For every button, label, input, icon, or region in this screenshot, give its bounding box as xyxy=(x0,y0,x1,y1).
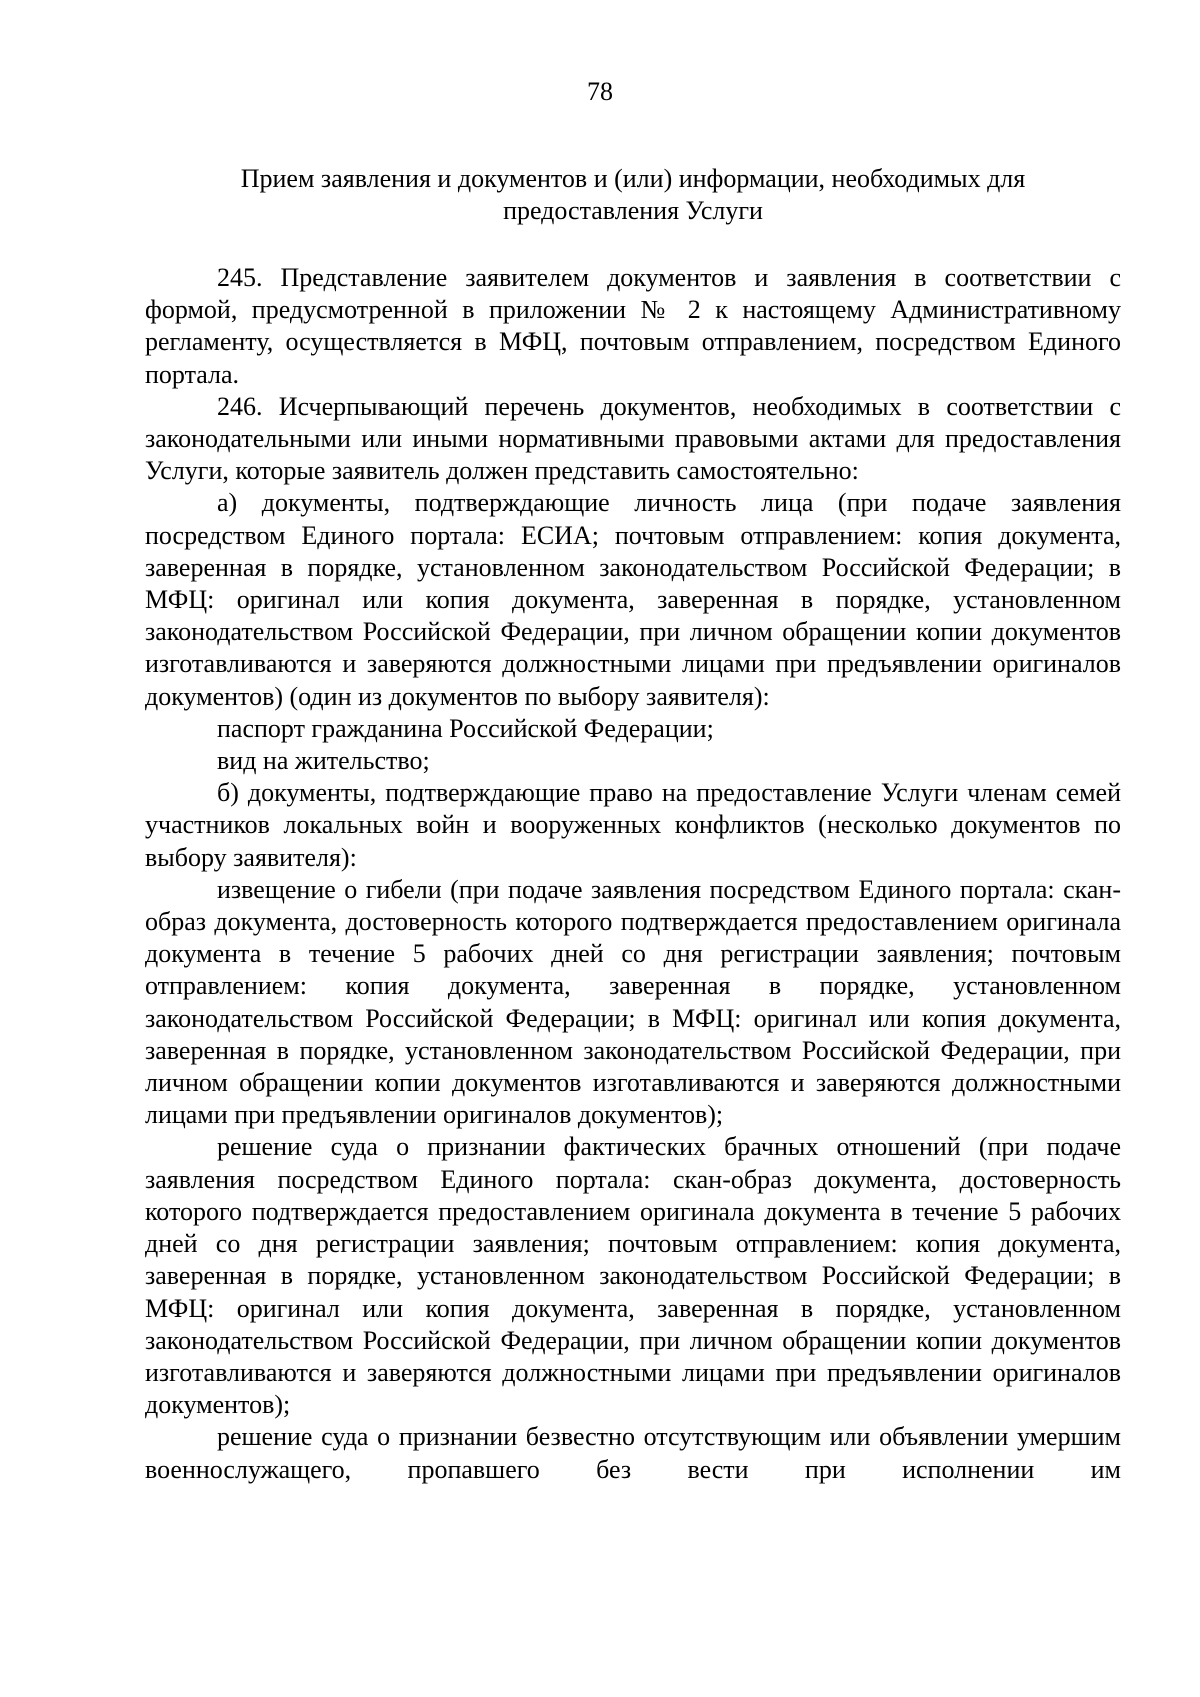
section-heading-line-2: предоставления Услуги xyxy=(503,196,763,225)
list-subitem-residence-permit: вид на жительство; xyxy=(217,746,430,776)
body-text xyxy=(145,262,1121,1486)
section-heading xyxy=(145,163,1121,227)
list-subitem-death-notice: извещение о гибели (при подаче заявления посредством Единого портала: скан-образ документа, достоверность которого подтверждается предоставлением оригинала документа в течение 5 рабочих дней со дня регистрации заявления; почтовым отправлением: копия документа, заверенная в порядке, установленном законодательством Российской Федерации; в МФЦ: оригинал или копия документа, заверенная в порядке, установленном законодательством Российской Федерации, при личном обращении копии документов изготавливаются и заверяются должностными лицами при предъявлении оригиналов документов); xyxy=(145,874,1121,1130)
list-subitem-court-decision-missing: решение суда о признании безвестно отсутствующим или объявлении умершим военнослужащего, пропавшего без вести при исполнении им xyxy=(145,1422,1121,1484)
list-subitem-passport: паспорт гражданина Российской Федерации; xyxy=(217,713,714,743)
list-item-a: а) документы, подтверждающие личность лица (при подаче заявления посредством Единого портала: ЕСИА; почтовым отправлением: копия документа, заверенная в порядке, установленном законодательством Российской Федерации; в МФЦ: оригинал или копия документа, заверенная в порядке, установленном законодательством Российской Федерации, при личном обращении копии документов изготавливаются и заверяются должностными лицами при предъявлении оригиналов документов) (один из документов по выбору заявителя): xyxy=(145,488,1121,711)
list-subitem-court-decision-marriage: решение суда о признании фактических брачных отношений (при подаче заявления посредством Единого портала: скан-образ документа, достоверность которого подтверждается предоставлением оригинала документа в течение 5 рабочих дней со дня регистрации заявления; почтовым отправлением: копия документа, заверенная в порядке, установленном законодательством Российской Федерации; в МФЦ: оригинал или копия документа, заверенная в порядке, установленном законодательством Российской Федерации, при личном обращении копии документов изготавливаются и заверяются должностными лицами при предъявлении оригиналов документов); xyxy=(145,1132,1121,1420)
page-number: 78 xyxy=(587,77,613,106)
paragraph-246: 246. Исчерпывающий перечень документов, необходимых в соответствии с законодательными или иными нормативными правовыми актами для предоставления Услуги, которые заявитель должен представить самостоятельно: xyxy=(145,391,1121,486)
paragraph-245: 245. Представление заявителем документов и заявления в соответствии с формой, предусмотренной в приложении № 2 к настоящему Административному регламенту, осуществляется в МФЦ, почтовым отправлением, посредством Единого портала. xyxy=(145,263,1121,389)
list-item-b: б) документы, подтверждающие право на предоставление Услуги членам семей участников локальных войн и вооруженных конфликтов (несколько документов по выбору заявителя): xyxy=(145,778,1121,872)
section-heading-line-1: Прием заявления и документов и (или) информации, необходимых для xyxy=(240,164,1026,193)
